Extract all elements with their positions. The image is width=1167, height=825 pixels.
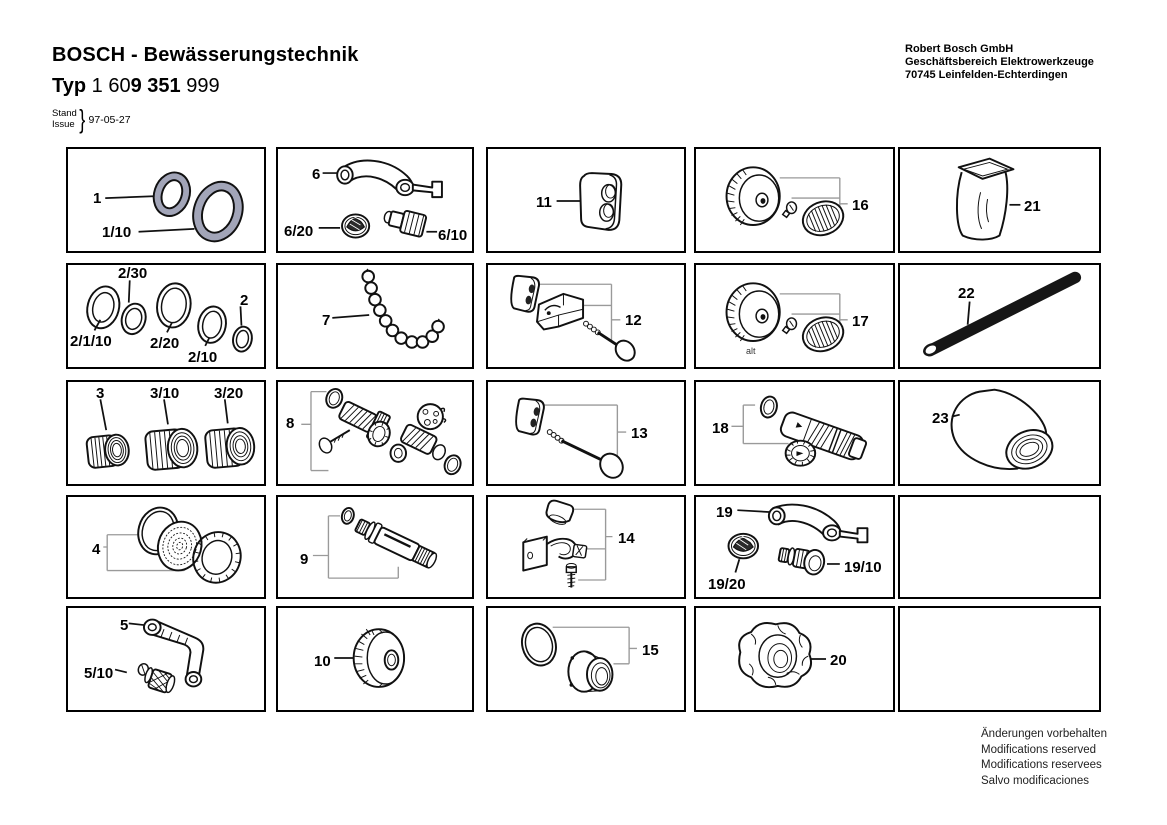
part-label: 13 [631,425,648,442]
issue-label: Issue [52,118,75,130]
part-label: 4 [92,541,101,558]
part-label: 7 [322,312,331,329]
part-cell-7 [276,263,474,369]
part-label: 2 [240,292,249,309]
part-label: 2/20 [150,335,180,352]
footer-line4: Salvo modificaciones [981,774,1090,787]
part-label-alt: alt [746,346,756,356]
cap-screw-art [488,382,684,484]
part-label: 12 [625,312,642,329]
sleeve-art [488,149,684,251]
part-label: 10 [314,653,331,670]
doc-title: BOSCH - Bewässerungstechnik [52,44,359,66]
type-seg1: 1 60 [91,75,131,97]
part-label: 17 [852,313,869,330]
part-label: 1 [93,190,102,207]
type-seg2: 9 351 [130,75,181,97]
type-number-line [52,75,220,98]
part-label: 14 [618,530,635,547]
part-cell-18 [694,380,895,486]
address-line1: Robert Bosch GmbH [905,43,1014,55]
part-cell-23 [898,380,1101,486]
part-label: 6/20 [284,223,314,240]
cone-art [900,382,1099,484]
part-label: 6 [312,166,321,183]
part-cell-11 [486,147,686,253]
part-cell-9 [276,495,474,599]
part-cell-14 [486,495,686,599]
part-label: 20 [830,652,847,669]
part-cell-19 [694,495,895,599]
bushing-art [488,608,684,710]
part-label: 2/10 [188,349,218,366]
brace-glyph: } [79,104,86,134]
footer-line1: Änderungen vorbehalten [981,728,1107,740]
part-label: 22 [958,285,975,302]
footer-line3: Modifications reservees [981,759,1102,771]
part-label: 3/10 [150,385,180,402]
address-line2: Geschäftsbereich Elektrowerkzeuge [905,56,1094,68]
clamp-art [488,265,684,367]
part-label: 6/10 [438,227,468,244]
tube-art [900,265,1099,367]
part-cell-16 [694,147,895,253]
part-label: 8 [286,415,295,432]
part-cell-12 [486,263,686,369]
stand-issue-block [52,104,131,135]
part-label: 23 [932,410,949,427]
part-cell-1 [66,147,266,253]
part-cell-20 [694,606,895,712]
empty-cell [898,606,1101,712]
part-label: 3 [96,385,105,402]
address-line3: 70745 Leinfelden-Echterdingen [905,69,1068,81]
part-label: 16 [852,197,869,214]
part-label: 18 [712,420,729,437]
bead-chain-art [278,265,472,367]
part-cell-8 [276,380,474,486]
part-cell-13 [486,380,686,486]
footer-line2: Modifications reserved [981,743,1097,756]
part-label: 3/20 [214,385,244,402]
type-label: Typ [52,75,92,97]
part-cell-3 [66,380,266,486]
part-label: 2/30 [118,265,148,282]
part-label: 2/1/10 [70,333,112,350]
part-label: 15 [642,642,659,659]
part-cell-2 [66,263,266,369]
part-cell-6 [276,147,474,253]
stand-label: Stand [52,108,77,119]
company-address [905,43,1094,82]
lever-art [68,608,264,710]
part-label: 19 [716,504,733,521]
part-label: 11 [536,194,552,211]
empty-cell [898,495,1101,599]
issue-date: 97-05-27 [88,113,131,126]
part-cell-17 [694,263,895,369]
modifications-notice [981,727,1107,789]
grip-nut-art [696,608,893,710]
part-label: 19/20 [708,576,746,593]
spindle-art [278,497,472,597]
part-label: 5 [120,617,129,634]
wall-bracket-art [488,497,684,597]
bag-art [900,149,1099,251]
part-cell-10 [276,606,474,712]
part-label: 5/10 [84,665,114,682]
part-cell-15 [486,606,686,712]
part-cell-5 [66,606,266,712]
part-cell-22 [898,263,1101,369]
spindle-assembly-art [278,382,472,484]
type-seg3: 999 [180,75,220,97]
part-label: 19/10 [844,559,882,576]
part-label: 1/10 [102,224,132,241]
part-label: 9 [300,551,309,568]
part-cell-21 [898,147,1101,253]
part-cell-4 [66,495,266,599]
knob-art [278,608,472,710]
part-label: 21 [1024,198,1041,215]
